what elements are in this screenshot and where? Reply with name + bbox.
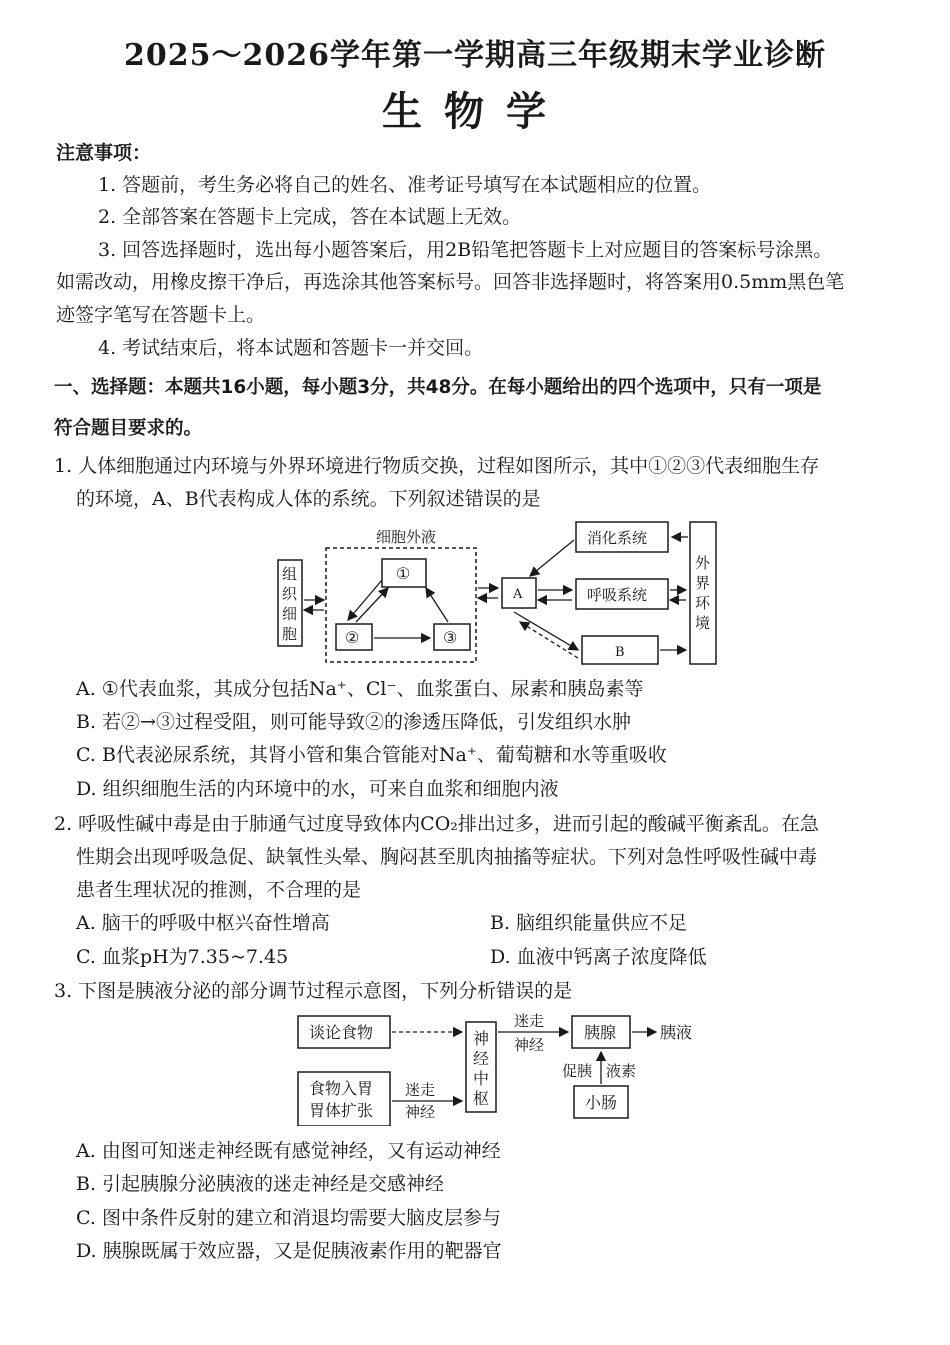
notice-item: 4. 考试结束后，将本试题和答题卡一并交回。 <box>98 337 484 359</box>
q3-option: B. 引起胰腺分泌胰液的迷走神经是交感神经 <box>76 1173 445 1195</box>
center-char: 经 <box>473 1049 490 1068</box>
node-1: ① <box>396 564 411 583</box>
q2-stem: 患者生理状况的推测，不合理的是 <box>76 879 362 901</box>
extracellular-label: 细胞外液 <box>376 528 437 546</box>
section-heading: 符合题目要求的。 <box>54 418 203 439</box>
node-b: B <box>615 645 625 660</box>
external-char: 外 <box>695 554 711 572</box>
node-2: ② <box>345 628 360 647</box>
vagus-label: 神经 <box>514 1036 545 1054</box>
q1-option: A. ①代表血浆，其成分包括Na⁺、Cl⁻、血浆蛋白、尿素和胰岛素等 <box>76 678 644 700</box>
exam-title: 2025～2026学年第一学期高三年级期末学业诊断 <box>124 38 826 73</box>
tissue-cell-char: 细 <box>282 605 298 623</box>
q1-stem: 的环境，A、B代表构成人体的系统。下列叙述错误的是 <box>76 488 541 510</box>
q1-option: D. 组织细胞生活的内环境中的水，可来自血浆和细胞内液 <box>76 778 559 800</box>
q3-stem: 3. 下图是胰液分泌的部分调节过程示意图，下列分析错误的是 <box>54 980 573 1002</box>
secretin-label: 液素 <box>606 1062 637 1080</box>
q1-option: C. B代表泌尿系统，其肾小管和集合管能对Na⁺、葡萄糖和水等重吸收 <box>76 744 667 766</box>
respiratory-system: 呼吸系统 <box>587 586 648 604</box>
pancreatic-juice: 胰液 <box>660 1023 693 1042</box>
notice-item: 2. 全部答案在答题卡上完成，答在本试题上无效。 <box>98 206 522 228</box>
center-char: 神 <box>473 1029 490 1048</box>
vagus-label: 神经 <box>405 1103 436 1121</box>
center-char: 中 <box>473 1069 490 1088</box>
subject-title: 生物学 <box>382 89 568 135</box>
q2-option: D. 血液中钙离子浓度降低 <box>490 946 707 968</box>
q2-stem: 2. 呼吸性碱中毒是由于肺通气过度导致体内CO₂排出过多，进而引起的酸碱平衡紊乱。在急 <box>54 813 819 835</box>
external-char: 环 <box>695 594 711 612</box>
q2-option: C. 血浆pH为7.35~7.45 <box>76 946 289 968</box>
q2-option: A. 脑干的呼吸中枢兴奋性增高 <box>76 912 330 934</box>
digestive-system: 消化系统 <box>587 529 648 547</box>
q1-diagram <box>270 518 730 676</box>
q1-option: B. 若②→③过程受阻，则可能导致②的渗透压降低，引发组织水肿 <box>76 711 631 733</box>
small-intestine: 小肠 <box>585 1093 618 1112</box>
q3-option: A. 由图可知迷走神经既有感觉神经，又有运动神经 <box>76 1140 501 1162</box>
center-char: 枢 <box>473 1089 490 1108</box>
vagus-label: 迷走 <box>405 1081 436 1099</box>
food-stomach: 食物入胃 <box>309 1079 374 1098</box>
secretin-label: 促胰 <box>562 1062 593 1080</box>
q2-stem: 性期会出现呼吸急促、缺氧性头晕、胸闷甚至肌肉抽搐等症状。下列对急性呼吸性碱中毒 <box>76 846 818 868</box>
notice-item: 迹签字笔写在答题卡上。 <box>56 304 266 326</box>
talk-food: 谈论食物 <box>309 1023 374 1042</box>
external-char: 界 <box>695 574 711 592</box>
tissue-cell-char: 织 <box>282 585 298 603</box>
node-a: A <box>513 587 523 602</box>
food-stomach: 胃体扩张 <box>309 1101 374 1120</box>
notice-item: 1. 答题前，考生务必将自己的姓名、准考证号填写在本试题相应的位置。 <box>98 174 712 196</box>
external-char: 境 <box>695 614 711 632</box>
q2-option: B. 脑组织能量供应不足 <box>490 912 688 934</box>
notice-heading: 注意事项： <box>56 142 152 164</box>
tissue-cell-char: 组 <box>282 565 298 583</box>
notice-item: 3. 回答选择题时，选出每小题答案后，用2B铅笔把答题卡上对应题目的答案标号涂黑。 <box>98 239 833 261</box>
q3-option: D. 胰腺既属于效应器，又是促胰液素作用的靶器官 <box>76 1240 502 1262</box>
vagus-label: 迷走 <box>514 1012 545 1030</box>
q3-diagram <box>290 1008 710 1126</box>
notice-item: 如需改动，用橡皮擦干净后，再选涂其他答案标号。回答非选择题时，将答案用0.5mm黑色笔 <box>56 271 845 293</box>
q3-option: C. 图中条件反射的建立和消退均需要大脑皮层参与 <box>76 1207 501 1229</box>
node-3: ③ <box>443 628 458 647</box>
section-heading: 一、选择题：本题共16小题，每小题3分，共48分。在每小题给出的四个选项中，只有一项是 <box>54 377 822 398</box>
tissue-cell-char: 胞 <box>282 625 298 643</box>
q1-stem: 1. 人体细胞通过内环境与外界环境进行物质交换，过程如图所示，其中①②③代表细胞生存 <box>54 455 820 477</box>
pancreas: 胰腺 <box>584 1023 617 1042</box>
